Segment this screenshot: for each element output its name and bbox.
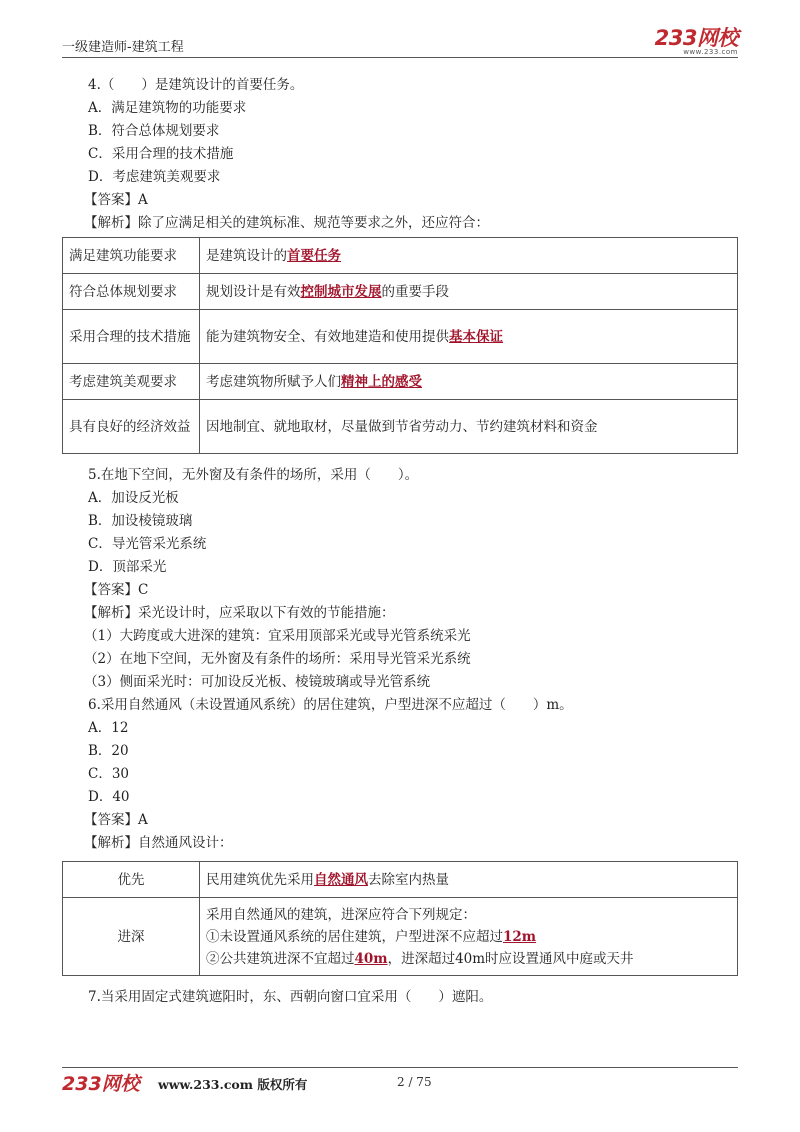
q6-answer: 【答案】A	[84, 812, 148, 828]
question-4: 4.（ ）是建筑设计的首要任务。	[88, 77, 304, 93]
q6-option-b: B．20	[88, 743, 129, 759]
header-divider	[62, 57, 738, 58]
q4-answer: 【答案】A	[84, 192, 148, 208]
footer-copyright: www.233.com 版权所有	[158, 1077, 308, 1092]
table-cell-value: 是建筑设计的首要任务	[200, 238, 738, 274]
highlight-term: 首要任务	[287, 247, 341, 264]
question-7: 7.当采用固定式建筑遮阳时，东、西朝向窗口宜采用（ ）遮阳。	[88, 989, 493, 1005]
q4-option-b: B．符合总体规划要求	[88, 123, 220, 139]
page-header	[62, 26, 738, 60]
question-5: 5.在地下空间，无外窗及有条件的场所，采用（ ）。	[88, 467, 419, 483]
q5-option-b: B．加设棱镜玻璃	[88, 513, 193, 529]
table-row	[63, 238, 738, 274]
q6-option-d: D．40	[88, 789, 130, 805]
q6-analysis-table	[62, 861, 738, 976]
table-row	[63, 400, 738, 454]
table-row	[63, 274, 738, 310]
logo-text: 233网校	[654, 26, 738, 50]
q4-analysis: 【解析】除了应满足相关的建筑标准、规范等要求之外，还应符合：	[84, 215, 489, 231]
q5-analysis: 【解析】采光设计时，应采取以下有效的节能措施：	[84, 605, 395, 621]
table-cell-key: 进深	[63, 898, 200, 976]
q6-option-c: C．30	[88, 766, 130, 782]
q5-option-d: D．顶部采光	[88, 559, 167, 575]
table-cell-value: 采用自然通风的建筑，进深应符合下列规定： ①未设置通风系统的居住建筑，户型进深不应超过12m ②公共建筑进深不宜超过40m，进深超过40m时应设置通风中庭或天井	[200, 898, 738, 976]
table-row	[63, 898, 738, 976]
header-title: 一级建造师-建筑工程	[62, 40, 184, 55]
highlight-term: 自然通风	[314, 871, 368, 888]
table-cell-value: 因地制宜、就地取材，尽量做到节省劳动力、节约建筑材料和资金	[200, 400, 738, 454]
page-footer	[62, 1071, 738, 1095]
brand-logo	[655, 22, 738, 56]
q5-point-1: （1）大跨度或大进深的建筑：宜采用顶部采光或导光管系统采光	[84, 628, 471, 644]
q5-option-c: C．导光管采光系统	[88, 536, 207, 552]
highlight-term: 基本保证	[449, 328, 503, 345]
page-number: 2 / 75	[397, 1075, 432, 1089]
table-cell-key: 符合总体规划要求	[63, 274, 200, 310]
table-cell-value: 民用建筑优先采用自然通风去除室内热量	[200, 862, 738, 898]
table-cell-value: 考虑建筑物所赋予人们精神上的感受	[200, 364, 738, 400]
footer-logo: 233网校	[62, 1073, 140, 1095]
table-cell-value: 能为建筑物安全、有效地建造和使用提供基本保证	[200, 310, 738, 364]
table-row	[63, 364, 738, 400]
highlight-term: 40m	[354, 950, 388, 967]
q5-option-a: A．加设反光板	[88, 490, 179, 506]
table-cell-value: 规划设计是有效控制城市发展的重要手段	[200, 274, 738, 310]
q5-answer: 【答案】C	[84, 582, 149, 598]
q4-analysis-table	[62, 237, 738, 454]
q4-option-d: D．考虑建筑美观要求	[88, 169, 221, 185]
q6-analysis: 【解析】自然通风设计：	[84, 835, 233, 851]
q4-option-a: A．满足建筑物的功能要求	[88, 100, 247, 116]
highlight-term: 精神上的感受	[341, 373, 422, 390]
table-cell-key: 优先	[63, 862, 200, 898]
q6-option-a: A．12	[88, 720, 129, 736]
table-row	[63, 862, 738, 898]
q5-point-2: （2）在地下空间，无外窗及有条件的场所：采用导光管采光系统	[84, 651, 471, 667]
footer-divider	[62, 1067, 738, 1068]
table-cell-key: 具有良好的经济效益	[63, 400, 200, 454]
q4-option-c: C．采用合理的技术措施	[88, 146, 234, 162]
q5-point-3: （3）侧面采光时：可加设反光板、棱镜玻璃或导光管系统	[84, 674, 431, 690]
document-body	[62, 74, 738, 1009]
logo-url: www.233.com	[683, 48, 738, 56]
highlight-term: 12m	[503, 928, 537, 945]
table-row	[63, 310, 738, 364]
question-6: 6.采用自然通风（未设置通风系统）的居住建筑，户型进深不应超过（ ）m。	[88, 697, 573, 713]
table-cell-key: 采用合理的技术措施	[63, 310, 200, 364]
highlight-term: 控制城市发展	[300, 283, 382, 300]
table-cell-key: 考虑建筑美观要求	[63, 364, 200, 400]
table-cell-key: 满足建筑功能要求	[63, 238, 200, 274]
